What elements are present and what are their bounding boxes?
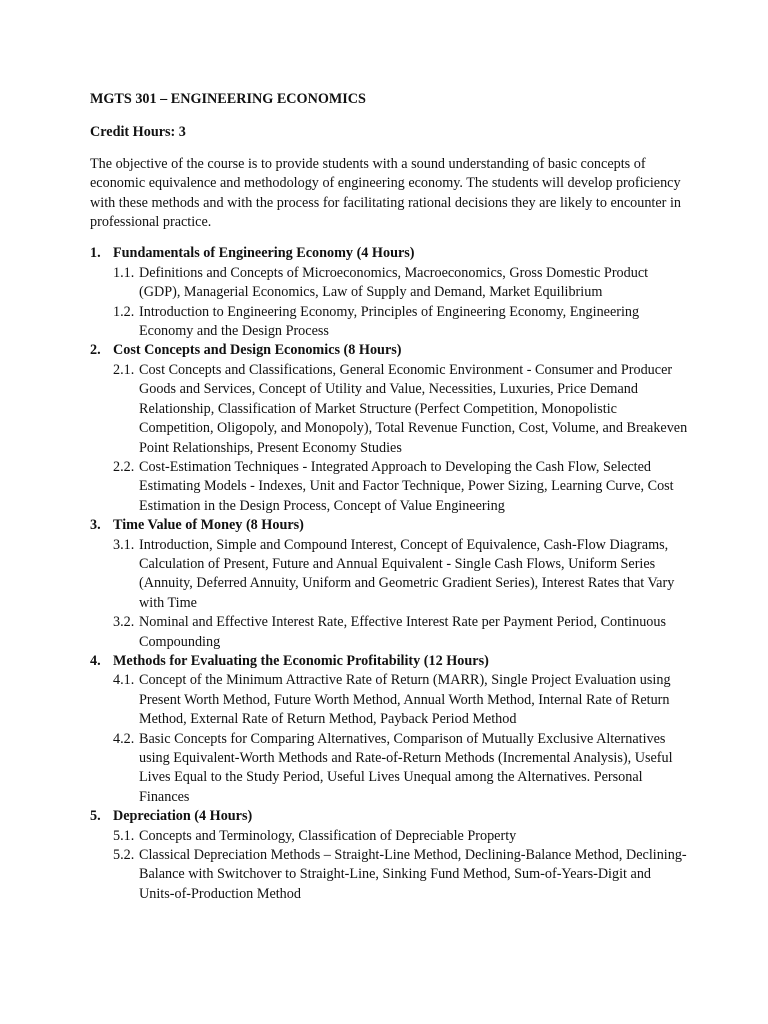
subtopic-number: 4.2. (113, 730, 135, 747)
topic-section (90, 341, 690, 516)
subtopic-text: Basic Concepts for Comparing Alternatives, Comparison of Mutually Exclusive Alternatives using Equivalent-Worth Methods and Rate-of-Return Methods (Incremental Analysis), Useful Lives Equal to the Study Period, Useful Lives Unequal among the Alternatives. Personal Finances (139, 730, 673, 805)
topic-heading (90, 244, 690, 263)
subtopic-item (90, 458, 690, 516)
subtopic-number: 5.1. (113, 827, 135, 844)
subtopic-number: 3.2. (113, 614, 135, 631)
subtopic-text: Introduction, Simple and Compound Interest, Concept of Equivalence, Cash-Flow Diagrams, Calculation of Present, Future and Annual Equivalent - Single Cash Flows, Uniform Series (Annuity, Deferred Annuity, Uniform and Geometric Gradient Series), Interest Rates that Vary with Time (139, 536, 675, 611)
subtopic-number: 5.2. (113, 847, 135, 864)
subtopic-text: Cost-Estimation Techniques - Integrated Approach to Developing the Cash Flow, Selected Estimating Models - Indexes, Unit and Factor Technique, Power Sizing, Learning Curve, Cost Estimation in the Design Process, Concept of Value Engineering (139, 458, 674, 514)
subtopic-item (90, 827, 690, 846)
subtopic-number: 2.2. (113, 458, 135, 475)
topic-section (90, 244, 690, 341)
subtopic-item (90, 361, 690, 458)
subtopic-number: 4.1. (113, 672, 135, 689)
topic-title: Fundamentals of Engineering Economy (4 Hours) (113, 245, 415, 262)
credit-hours: Credit Hours: 3 (90, 124, 186, 141)
subtopic-text: Nominal and Effective Interest Rate, Effective Interest Rate per Payment Period, Continuous Compounding (139, 614, 667, 650)
subtopic-text: Concepts and Terminology, Classification of Depreciable Property (139, 827, 517, 844)
topic-heading (90, 341, 690, 360)
subtopic-item (90, 613, 690, 652)
topic-section (90, 807, 690, 904)
course-title: MGTS 301 – ENGINEERING ECONOMICS (90, 91, 366, 107)
topic-title: Cost Concepts and Design Economics (8 Hours) (113, 342, 402, 359)
subtopic-number: 2.1. (113, 361, 135, 378)
subtopic-text: Cost Concepts and Classifications, General Economic Environment - Consumer and Producer Goods and Services, Concept of Utility and Value, Necessities, Luxuries, Price Demand Relationship, Classification of Market Structure (Perfect Competition, Monopolistic Competition, Oligopoly, and Monopoly), Total Revenue Function, Cost, Volume, and Breakeven Point Relationships, Present Economy Studies (139, 361, 688, 456)
subtopic-item (90, 303, 690, 342)
topic-number: 2. (90, 342, 101, 359)
subtopic-number: 1.2. (113, 303, 135, 320)
subtopic-number: 1.1. (113, 264, 135, 281)
topic-number: 4. (90, 652, 101, 669)
topic-heading (90, 652, 690, 671)
subtopic-text: Introduction to Engineering Economy, Principles of Engineering Economy, Engineering Economy and the Design Process (139, 303, 640, 340)
document-page (90, 90, 690, 904)
topic-title: Methods for Evaluating the Economic Profitability (12 Hours) (113, 652, 489, 669)
topic-section (90, 516, 690, 652)
subtopic-item (90, 730, 690, 808)
subtopic-text: Concept of the Minimum Attractive Rate of Return (MARR), Single Project Evaluation using Present Worth Method, Future Worth Method, Annual Worth Method, Internal Rate of Return Method, External Rate of Return Method, Payback Period Method (139, 672, 671, 728)
topic-heading (90, 516, 690, 535)
subtopic-item (90, 536, 690, 614)
subtopic-text: Classical Depreciation Methods – Straight-Line Method, Declining-Balance Method, Declining-Balance with Switchover to Straight-Line, Sinking Fund Method, Sum-of-Years-Digit and Units-of-Production Method (139, 847, 687, 902)
topic-number: 1. (90, 245, 101, 262)
course-objective: The objective of the course is to provide students with a sound understanding of basic concepts of economic equivalence and methodology of engineering economy. The students will develop proficiency with these methods and with the process for facilitating rational decisions they are likely to encounter in professional practice. (90, 155, 681, 231)
topic-number: 3. (90, 517, 101, 534)
topic-heading (90, 807, 690, 826)
subtopic-item (90, 264, 690, 303)
topic-title: Depreciation (4 Hours) (113, 808, 253, 825)
subtopic-item (90, 846, 690, 904)
topic-list (90, 244, 690, 904)
subtopic-number: 3.1. (113, 536, 135, 553)
topic-title: Time Value of Money (8 Hours) (113, 517, 304, 534)
topic-section (90, 652, 690, 807)
subtopic-item (90, 671, 690, 729)
subtopic-text: Definitions and Concepts of Microeconomics, Macroeconomics, Gross Domestic Product (GDP), Managerial Economics, Law of Supply and Demand, Market Equilibrium (139, 264, 649, 301)
topic-number: 5. (90, 808, 101, 825)
